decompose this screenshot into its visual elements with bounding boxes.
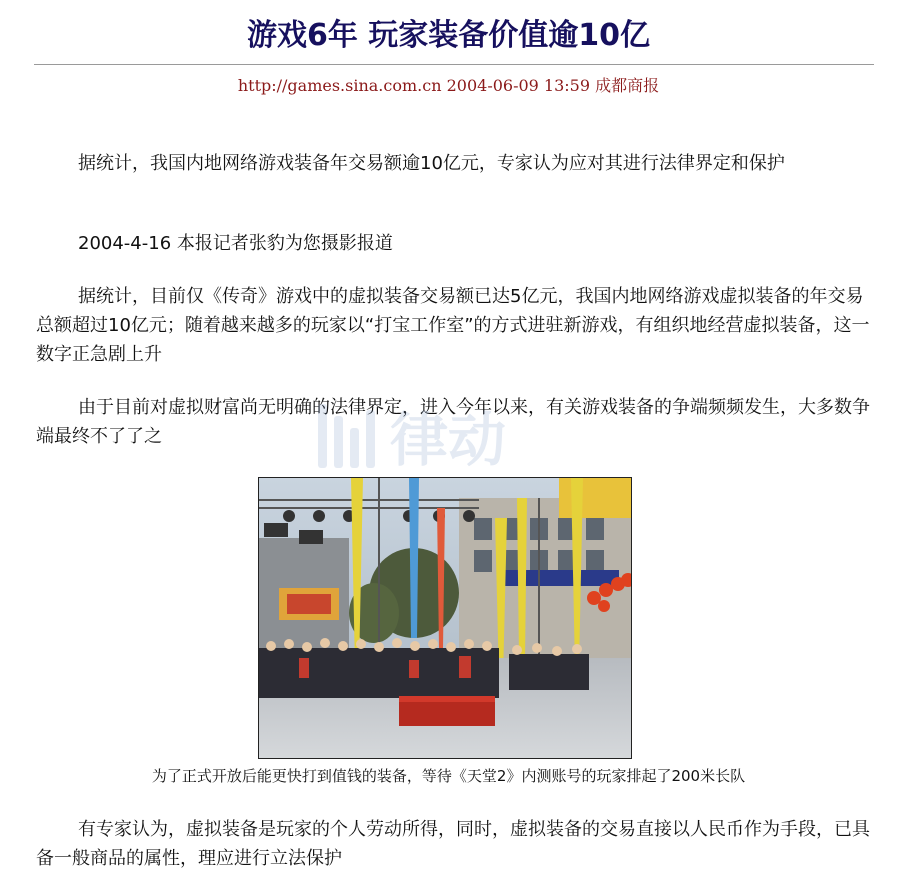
paragraph-expert-opinion: 有专家认为，虚拟装备是玩家的个人劳动所得，同时，虚拟装备的交易直接以人民币作为手段，已具备一般商品的属性，理应进行立法保护	[36, 819, 870, 869]
article-title: 游戏6年 玩家装备价值逾10亿	[246, 18, 651, 53]
meta-url-link[interactable]: http://games.sina.com.cn	[237, 76, 442, 95]
photo-illustration	[259, 478, 631, 758]
photo-caption: 为了正式开放后能更快打到值钱的装备，等待《天堂2》内测账号的玩家排起了200米长队	[151, 767, 746, 785]
article-meta	[0, 73, 897, 96]
paragraph-byline: 2004-4-16 本报记者张豹为您摄影报道	[78, 233, 393, 254]
paragraph-summary: 据统计，我国内地网络游戏装备年交易额逾10亿元，专家认为应对其进行法律界定和保护	[78, 153, 785, 174]
paragraph-statistics: 据统计，目前仅《传奇》游戏中的虚拟装备交易额已达5亿元，我国内地网络游戏虚拟装备的年交易总额超过10亿元；随着越来越多的玩家以“打宝工作室”的方式进驻新游戏，有组织地经营虚拟装备，这一数字正急剧上升	[36, 286, 870, 365]
title-divider	[34, 64, 874, 65]
news-photo	[258, 477, 632, 759]
meta-timestamp: 2004-06-09 13:59	[446, 76, 591, 95]
watermark-text: 律动	[390, 406, 507, 474]
meta-source: 成都商报	[595, 76, 660, 95]
paragraph-disputes: 由于目前对虚拟财富尚无明确的法律界定，进入今年以来，有关游戏装备的争端频频发生，大多数争端最终不了了之	[36, 397, 870, 447]
